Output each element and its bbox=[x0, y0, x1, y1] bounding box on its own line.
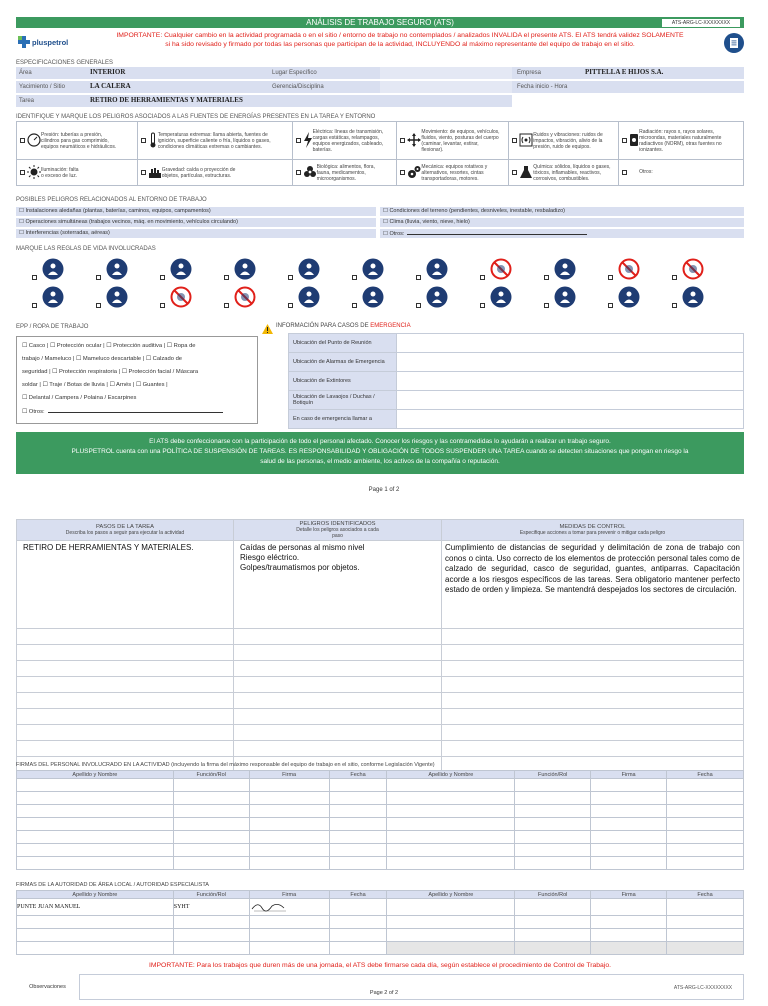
hazard-checkbox[interactable] bbox=[400, 138, 405, 143]
signatures-table bbox=[16, 770, 744, 870]
emergency-label: Ubicación de Alarmas de Emergencia bbox=[289, 353, 397, 372]
task-empty-cell[interactable] bbox=[17, 725, 234, 741]
signature-cell[interactable] bbox=[17, 818, 174, 831]
policy-banner: El ATS debe confeccionarse con la participación de todo el personal afectado. Conocer los riesgos y las contramedidas lo ayudarán a realizar un trabajo seguro. PLUSPETROL cuenta con una POLÍTICA DE SUSPENSIÓN DE TAREAS. ES RESPONSABILIDAD Y OBLIGACIÓN DE TODOS SUSPENDER UNA TAREA cuando se detecten situaciones que pongan en riesgo la salud de las personas, el medio ambiente, los activos de la compañía o reputación. bbox=[16, 432, 744, 474]
signature-cell[interactable] bbox=[329, 942, 387, 955]
lugar-label: Lugar Específico bbox=[272, 70, 317, 76]
gerencia-value[interactable] bbox=[380, 81, 512, 93]
rule-checkbox[interactable] bbox=[32, 275, 37, 280]
task-empty-cell[interactable] bbox=[17, 709, 234, 725]
rule-checkbox[interactable] bbox=[160, 303, 165, 308]
signature-cell[interactable] bbox=[515, 899, 591, 916]
signature-cell[interactable] bbox=[515, 792, 591, 805]
signature-cell[interactable] bbox=[173, 779, 249, 792]
rule-checkbox[interactable] bbox=[32, 303, 37, 308]
rule-checkbox[interactable] bbox=[352, 303, 357, 308]
emergency-value[interactable] bbox=[397, 410, 744, 429]
task-empty-cell[interactable] bbox=[442, 709, 744, 725]
logo-cross-icon bbox=[18, 36, 30, 48]
signature-cell[interactable] bbox=[17, 844, 174, 857]
permit-icon bbox=[42, 258, 64, 280]
task-empty-cell[interactable] bbox=[17, 677, 234, 693]
task-empty-cell[interactable] bbox=[442, 661, 744, 677]
rule-checkbox[interactable] bbox=[224, 303, 229, 308]
signature-cell[interactable] bbox=[667, 929, 744, 942]
signature-cell[interactable] bbox=[591, 916, 667, 929]
signature-cell[interactable] bbox=[387, 779, 515, 792]
signature-cell[interactable] bbox=[329, 779, 387, 792]
isolation-icon bbox=[106, 258, 128, 280]
signature-cell[interactable] bbox=[173, 857, 249, 870]
signature-cell[interactable] bbox=[591, 779, 667, 792]
hazards-title: IDENTIFIQUE Y MARQUE LOS PELIGROS ASOCIADOS A LAS FUENTES DE ENERGÍAS PRESENTES EN LA TAREA Y ENTORNO bbox=[16, 114, 376, 120]
signature-cell[interactable] bbox=[591, 929, 667, 942]
signature-cell[interactable] bbox=[515, 857, 591, 870]
gravity-icon bbox=[148, 165, 162, 181]
tasks-table bbox=[16, 519, 744, 773]
lugar-value[interactable] bbox=[380, 67, 512, 79]
signature-cell[interactable] bbox=[17, 831, 174, 844]
signature-cell[interactable] bbox=[591, 899, 667, 916]
general-title: ESPECIFICACIONES GENERALES bbox=[16, 60, 114, 66]
signature-cell[interactable] bbox=[515, 779, 591, 792]
task-empty-cell[interactable] bbox=[442, 629, 744, 645]
rules-title: MARQUE LAS REGLAS DE VIDA INVOLUCRADAS bbox=[16, 246, 156, 252]
warning-icon bbox=[262, 321, 273, 339]
form-title: ANÁLISIS DE TRABAJO SEGURO (ATS) bbox=[306, 18, 454, 27]
task-empty-cell[interactable] bbox=[234, 693, 442, 709]
hazard-checkbox[interactable] bbox=[400, 170, 405, 175]
eye-protection-icon bbox=[426, 286, 448, 308]
signature-column-header: Firma bbox=[249, 891, 329, 899]
seatbelt-icon bbox=[106, 286, 128, 308]
signature-cell[interactable] bbox=[329, 929, 387, 942]
rule-checkbox[interactable] bbox=[672, 275, 677, 280]
task-empty-cell[interactable] bbox=[17, 645, 234, 661]
signature-cell[interactable] bbox=[329, 916, 387, 929]
gerencia-label: Gerencia/Disciplina bbox=[272, 84, 324, 90]
rule-checkbox[interactable] bbox=[544, 275, 549, 280]
gas-test-icon bbox=[362, 286, 384, 308]
signature-cell[interactable] bbox=[667, 899, 744, 916]
area-label: Área bbox=[19, 70, 32, 76]
procedure-icon bbox=[554, 286, 576, 308]
signature-column-header: Fecha bbox=[667, 891, 744, 899]
signature-cell[interactable] bbox=[387, 899, 515, 916]
env-item[interactable]: ☐ Interferencias (soterradas, aéreas) bbox=[16, 229, 376, 238]
task-empty-cell[interactable] bbox=[234, 661, 442, 677]
energy-isolation-icon bbox=[554, 258, 576, 280]
signature-cell[interactable] bbox=[667, 818, 744, 831]
emergency-label: En caso de emergencia llamar a bbox=[289, 410, 397, 429]
hand-safety-icon bbox=[618, 286, 640, 308]
signature-cell[interactable] bbox=[667, 844, 744, 857]
signatures-title: FIRMAS DEL PERSONAL INVOLUCRADO EN LA ACTIVIDAD (incluyendo la firma del máximo responsable del equipo de trabajo en el sitio, conforme Legislación Vigente) bbox=[16, 762, 435, 768]
hazard-checkbox[interactable] bbox=[512, 138, 517, 143]
epp-line[interactable]: ☐ Delantal / Campera / Polaina / Escarpines bbox=[22, 395, 137, 401]
biohazard-icon bbox=[303, 165, 317, 181]
rule-checkbox[interactable] bbox=[416, 275, 421, 280]
sound-icon bbox=[519, 133, 533, 149]
env-item[interactable]: ☐ Otros: bbox=[380, 229, 744, 238]
tarea-label: Tarea bbox=[19, 98, 35, 104]
task-hazards[interactable]: Caídas de personas al mismo nivel Riesgo eléctrico. Golpes/traumatismos por objetos. bbox=[234, 541, 442, 629]
signature-cell[interactable] bbox=[173, 942, 249, 955]
signature-cell[interactable] bbox=[591, 844, 667, 857]
signature-column-header: Fecha bbox=[667, 771, 744, 779]
task-empty-cell[interactable] bbox=[234, 677, 442, 693]
emergency-table bbox=[288, 333, 744, 429]
rule-checkbox[interactable] bbox=[544, 303, 549, 308]
signature-cell[interactable] bbox=[667, 779, 744, 792]
signature-cell[interactable] bbox=[515, 916, 591, 929]
signature-column-header: Función/Rol bbox=[173, 891, 249, 899]
signature-column-header: Apellido y Nombre bbox=[17, 771, 174, 779]
task-empty-cell[interactable] bbox=[442, 677, 744, 693]
epp-line[interactable]: soldar | ☐ Traje / Botas de lluvia | ☐ Arnés | ☐ Guantes | bbox=[22, 382, 168, 388]
no-speeding-icon bbox=[234, 286, 256, 308]
emergency-label: Ubicación de Extintores bbox=[289, 372, 397, 391]
signature-cell[interactable] bbox=[667, 942, 744, 955]
hazard-checkbox[interactable] bbox=[141, 138, 146, 143]
signature-cell[interactable] bbox=[249, 844, 329, 857]
signature-cell[interactable] bbox=[667, 805, 744, 818]
yacimiento-value: LA CALERA bbox=[90, 82, 131, 90]
signature-cell[interactable] bbox=[173, 818, 249, 831]
task-empty-cell[interactable] bbox=[442, 741, 744, 757]
signature-column-header: Apellido y Nombre bbox=[387, 891, 515, 899]
no-phone-icon bbox=[170, 286, 192, 308]
page-number-1: Page 1 of 2 bbox=[368, 487, 400, 493]
confined-space-icon bbox=[170, 258, 192, 280]
signature-cell[interactable] bbox=[515, 818, 591, 831]
signature-column-header: Función/Rol bbox=[173, 771, 249, 779]
signature-cell[interactable] bbox=[249, 805, 329, 818]
light-icon bbox=[27, 165, 41, 181]
task-empty-cell[interactable] bbox=[17, 741, 234, 757]
env-item[interactable]: ☐ Operaciones simultáneas (trabajos vecinos, máq. en movimiento, vehículos circulando) bbox=[16, 218, 376, 227]
thermometer-icon bbox=[148, 132, 158, 150]
signature-cell[interactable] bbox=[17, 792, 174, 805]
hazard-checkbox[interactable] bbox=[512, 170, 517, 175]
tasks-header-steps: PASOS DE LA TAREA Describa los pasos a seguir para ejecutar la actividad bbox=[17, 520, 234, 541]
task-step[interactable]: RETIRO DE HERRAMIENTAS Y MATERIALES. bbox=[17, 541, 234, 629]
signature-cell[interactable] bbox=[249, 942, 329, 955]
tasks-header-controls: MEDIDAS DE CONTROL Especifique acciones a tomar para prevenir o mitigar cada peligro bbox=[442, 520, 744, 541]
emergency-value[interactable] bbox=[397, 391, 744, 410]
signature-cell[interactable] bbox=[329, 805, 387, 818]
epp-box bbox=[16, 336, 258, 424]
signature-cell[interactable] bbox=[249, 818, 329, 831]
movement-icon bbox=[407, 133, 421, 149]
signature-cell[interactable]: SYHT bbox=[173, 899, 249, 916]
area-value: INTERIOR bbox=[90, 68, 126, 76]
signature-cell[interactable] bbox=[249, 779, 329, 792]
epp-line[interactable]: seguridad | ☐ Protección respiratoria | ☐ Protección facial / Máscara bbox=[22, 369, 199, 375]
signature-column-header: Fecha bbox=[329, 771, 387, 779]
signature-cell[interactable] bbox=[17, 779, 174, 792]
ppe-icon bbox=[490, 286, 512, 308]
epp-line[interactable]: trabajo / Mameluco | ☐ Mameluco descartable | ☐ Calzado de bbox=[22, 356, 183, 362]
signature-cell[interactable] bbox=[387, 857, 515, 870]
signature-cell[interactable] bbox=[249, 857, 329, 870]
journey-icon bbox=[682, 286, 704, 308]
signature-column-header: Firma bbox=[591, 891, 667, 899]
footer-code: ATS-ARG-LC-XXXXXXXX bbox=[673, 985, 733, 991]
gears-icon bbox=[407, 165, 421, 181]
signature-cell[interactable] bbox=[249, 792, 329, 805]
signature-column-header: Firma bbox=[591, 771, 667, 779]
task-empty-cell[interactable] bbox=[17, 693, 234, 709]
hazard-checkbox[interactable] bbox=[20, 138, 25, 143]
authority-title: FIRMAS DE LA AUTORIDAD DE ÁREA LOCAL / AUTORIDAD ESPECIALISTA bbox=[16, 882, 209, 888]
signature-cell[interactable] bbox=[515, 805, 591, 818]
notice-line-2: si ha sido revisado y firmado por todas las personas que participan de la actividad, INCLUYENDO al máximo representante del equipo de trabajo en el sitio. bbox=[165, 41, 635, 48]
emergency-label: Ubicación del Punto de Reunión bbox=[289, 334, 397, 353]
signature-cell[interactable] bbox=[329, 792, 387, 805]
signature-cell[interactable] bbox=[329, 899, 387, 916]
task-empty-cell[interactable] bbox=[234, 709, 442, 725]
rule-checkbox[interactable] bbox=[480, 275, 485, 280]
env-item[interactable]: ☐ Clima (lluvia, viento, nieve, hielo) bbox=[380, 218, 744, 227]
task-empty-cell[interactable] bbox=[17, 629, 234, 645]
signature-cell[interactable] bbox=[329, 844, 387, 857]
signature-cell[interactable] bbox=[387, 831, 515, 844]
rule-checkbox[interactable] bbox=[352, 275, 357, 280]
hazard-checkbox[interactable] bbox=[296, 170, 301, 175]
rule-checkbox[interactable] bbox=[288, 275, 293, 280]
observations-label: Observaciones bbox=[16, 974, 80, 1000]
rule-checkbox[interactable] bbox=[608, 275, 613, 280]
hazard-checkbox[interactable] bbox=[622, 138, 627, 143]
signature-cell[interactable] bbox=[173, 929, 249, 942]
signature-cell[interactable] bbox=[591, 942, 667, 955]
hazard-checkbox[interactable] bbox=[141, 170, 146, 175]
work-at-height-icon bbox=[298, 258, 320, 280]
signature-column-header: Función/Rol bbox=[515, 771, 591, 779]
fecha-label: Fecha inicio - Hora bbox=[517, 84, 568, 90]
signature-cell[interactable] bbox=[515, 942, 591, 955]
signature-cell[interactable] bbox=[387, 805, 515, 818]
task-empty-cell[interactable] bbox=[234, 645, 442, 661]
signature-column-header: Apellido y Nombre bbox=[17, 891, 174, 899]
signature-cell[interactable] bbox=[329, 831, 387, 844]
task-empty-cell[interactable] bbox=[234, 629, 442, 645]
signature-cell[interactable] bbox=[515, 844, 591, 857]
signature-cell[interactable] bbox=[591, 818, 667, 831]
signature-cell[interactable] bbox=[387, 792, 515, 805]
rule-checkbox[interactable] bbox=[96, 275, 101, 280]
signature-cell[interactable] bbox=[387, 942, 515, 955]
signature-column-header: Fecha bbox=[329, 891, 387, 899]
epp-line[interactable]: ☐ Casco | ☐ Protección ocular | ☐ Protección auditiva | ☐ Ropa de bbox=[22, 343, 196, 349]
signature-cell[interactable]: PUNTE JUAN MANUEL bbox=[17, 899, 174, 916]
signature-cell[interactable] bbox=[591, 831, 667, 844]
no-smoking-icon bbox=[682, 258, 704, 280]
empresa-label: Empresa bbox=[517, 70, 542, 76]
epp-title: EPP / ROPA DE TRABAJO bbox=[16, 324, 89, 330]
signature-cell[interactable] bbox=[17, 916, 174, 929]
no-alcohol-icon bbox=[618, 258, 640, 280]
tarea-value: RETIRO DE HERRAMIENTAS Y MATERIALES bbox=[90, 96, 243, 104]
signature-column-header: Apellido y Nombre bbox=[387, 771, 515, 779]
signature-cell[interactable] bbox=[17, 929, 174, 942]
signature-cell[interactable] bbox=[515, 929, 591, 942]
signature-cell[interactable] bbox=[667, 857, 744, 870]
signature-cell[interactable] bbox=[173, 916, 249, 929]
task-empty-cell[interactable] bbox=[17, 661, 234, 677]
signature-cell[interactable] bbox=[173, 831, 249, 844]
rule-checkbox[interactable] bbox=[96, 303, 101, 308]
signature-cell[interactable] bbox=[591, 805, 667, 818]
empresa-value: PITTELLA E HIJOS S.A. bbox=[585, 68, 664, 76]
page-number-2: Page 2 of 2 bbox=[369, 990, 399, 996]
signature-cell[interactable] bbox=[387, 929, 515, 942]
task-empty-cell[interactable] bbox=[234, 725, 442, 741]
signature-cell[interactable] bbox=[387, 916, 515, 929]
signature-cell[interactable] bbox=[329, 857, 387, 870]
yacimiento-label: Yacimiento / Sitio bbox=[19, 84, 65, 90]
rule-checkbox[interactable] bbox=[416, 303, 421, 308]
excavation-icon bbox=[362, 258, 384, 280]
bypass-icon bbox=[298, 286, 320, 308]
rule-checkbox[interactable] bbox=[224, 275, 229, 280]
task-empty-cell[interactable] bbox=[442, 645, 744, 661]
signature-cell[interactable] bbox=[591, 792, 667, 805]
env-item[interactable]: ☐ Instalaciones aledañas (plantas, baterías, caminos, equipos, campamentos) bbox=[16, 207, 376, 216]
line-of-fire-icon bbox=[490, 258, 512, 280]
form-code: ATS-ARG-LC-XXXXXXXX bbox=[662, 19, 740, 27]
task-controls[interactable]: Cumplimiento de distancias de seguridad y delimitación de zona de trabajo con conos o cinta. Uso correcto de los elementos de protección personal tales como de calzado de seguridad, casco de seguridad, guantes, antiparras. Capacitación acorde a los riesgos específicos de las tareas. Sera obligatorio mantener perfecto estado de orden y limpieza. Se mantendrá despejados los sectores de circulación. bbox=[442, 541, 744, 629]
gauge-icon bbox=[27, 133, 41, 149]
driving-icon bbox=[42, 286, 64, 308]
signature-cell[interactable] bbox=[591, 857, 667, 870]
lightning-icon bbox=[303, 132, 313, 150]
rule-checkbox[interactable] bbox=[608, 303, 613, 308]
signature-column-header: Función/Rol bbox=[515, 891, 591, 899]
footer-notice: IMPORTANTE: Para los trabajos que duren más de una jornada, el ATS debe firmarse cada día, según establece el procedimiento de Control de Trabajo. bbox=[148, 962, 612, 969]
task-empty-cell[interactable] bbox=[442, 693, 744, 709]
signature-cell[interactable] bbox=[667, 916, 744, 929]
rule-checkbox[interactable] bbox=[288, 303, 293, 308]
signature-cell[interactable] bbox=[387, 844, 515, 857]
hazard-checkbox[interactable] bbox=[20, 170, 25, 175]
signature-cell[interactable] bbox=[17, 857, 174, 870]
signature-cell[interactable] bbox=[249, 831, 329, 844]
handwritten-signature[interactable] bbox=[249, 899, 329, 916]
epp-otros[interactable]: ☐ Otros: bbox=[22, 408, 252, 416]
notice-line-1: IMPORTANTE: Cualquier cambio en la actividad programada o en el sitio / entorno de trabajo no contemplados / analizados INVALIDA el presente ATS. El ATS tendrá validez SOLAMENTE bbox=[116, 32, 684, 39]
emergency-value[interactable] bbox=[397, 353, 744, 372]
signature-column-header: Firma bbox=[249, 771, 329, 779]
flask-icon bbox=[519, 165, 533, 181]
signature-cell[interactable] bbox=[17, 942, 174, 955]
signature-cell[interactable] bbox=[387, 818, 515, 831]
signature-cell[interactable] bbox=[329, 818, 387, 831]
signature-cell[interactable] bbox=[173, 792, 249, 805]
emergency-value[interactable] bbox=[397, 334, 744, 353]
signature-cell[interactable] bbox=[249, 916, 329, 929]
env-item[interactable]: ☐ Condiciones del terreno (pendientes, desniveles, inestable, resbaladizo) bbox=[380, 207, 744, 216]
signature-cell[interactable] bbox=[667, 831, 744, 844]
signature-cell[interactable] bbox=[667, 792, 744, 805]
rule-checkbox[interactable] bbox=[672, 303, 677, 308]
emergency-title: INFORMACIÓN PARA CASOS DE EMERGENCIA bbox=[276, 323, 411, 329]
signature-cell[interactable] bbox=[515, 831, 591, 844]
signature-cell[interactable] bbox=[17, 805, 174, 818]
task-empty-cell[interactable] bbox=[442, 725, 744, 741]
signature-cell[interactable] bbox=[173, 805, 249, 818]
rule-checkbox[interactable] bbox=[480, 303, 485, 308]
signature-cell[interactable] bbox=[249, 929, 329, 942]
hazard-checkbox[interactable] bbox=[296, 138, 301, 143]
clipboard-icon bbox=[724, 33, 744, 53]
authority-table bbox=[16, 890, 744, 955]
environment-title: POSIBLES PELIGROS RELACIONADOS AL ENTORNO DE TRABAJO bbox=[16, 197, 207, 203]
pluspetrol-logo: pluspetrol bbox=[18, 35, 68, 49]
tasks-header-hazards: PELIGROS IDENTIFICADOS Detalle los peligros asociados a cada paso bbox=[234, 520, 442, 541]
emergency-label: Ubicación de Lavaojos / Duchas / Botiquín bbox=[289, 391, 397, 410]
signature-cell[interactable] bbox=[173, 844, 249, 857]
radiation-icon bbox=[629, 133, 639, 149]
hot-work-icon bbox=[426, 258, 448, 280]
lifting-icon bbox=[234, 258, 256, 280]
task-empty-cell[interactable] bbox=[234, 741, 442, 757]
hazard-checkbox[interactable] bbox=[622, 170, 627, 175]
hazards-table: Presión: tuberías a presión, cilindros para gas comprimido, equipos neumáticos e hidráulicos. Temperaturas extremas: llama abierta, fuentes de ignición, superficie caliente o fría, líquidos o gases, condiciones climáticas extremas o cambiantes. Eléctrica: líneas de transmisión, cargas estáticas, relampagos, equipos energizados, cableado, baterías. Movimiento: de equipos, vehículos, fluidos, viento, posturas del cuerpo (caminar, levantar, estirar, flexionar). Ruidos y vibraciones: ruidos de impactos, vibración, alivio de la presión, ruido de equipos. Radiación: rayos x, rayos solares, microondas, materiales naturalmente radiactivos (NORM), otras fuentes no ionizantes. Iluminación: falta o exceso de luz. Gravedad: caída o proyección de objetos, partículas, estructuras. Biológica: alimentos, flora, fauna, medicamentos, microorganismos. Mecánica: equipos rotativos y alternativos, resortes, cintas transportadoras, motores. Química: sólidos, líquidos o gases, tóxicos, inflamables, reactivos, corrosivos, combustibles. Otros: bbox=[16, 121, 744, 186]
rule-checkbox[interactable] bbox=[160, 275, 165, 280]
emergency-value[interactable] bbox=[397, 372, 744, 391]
